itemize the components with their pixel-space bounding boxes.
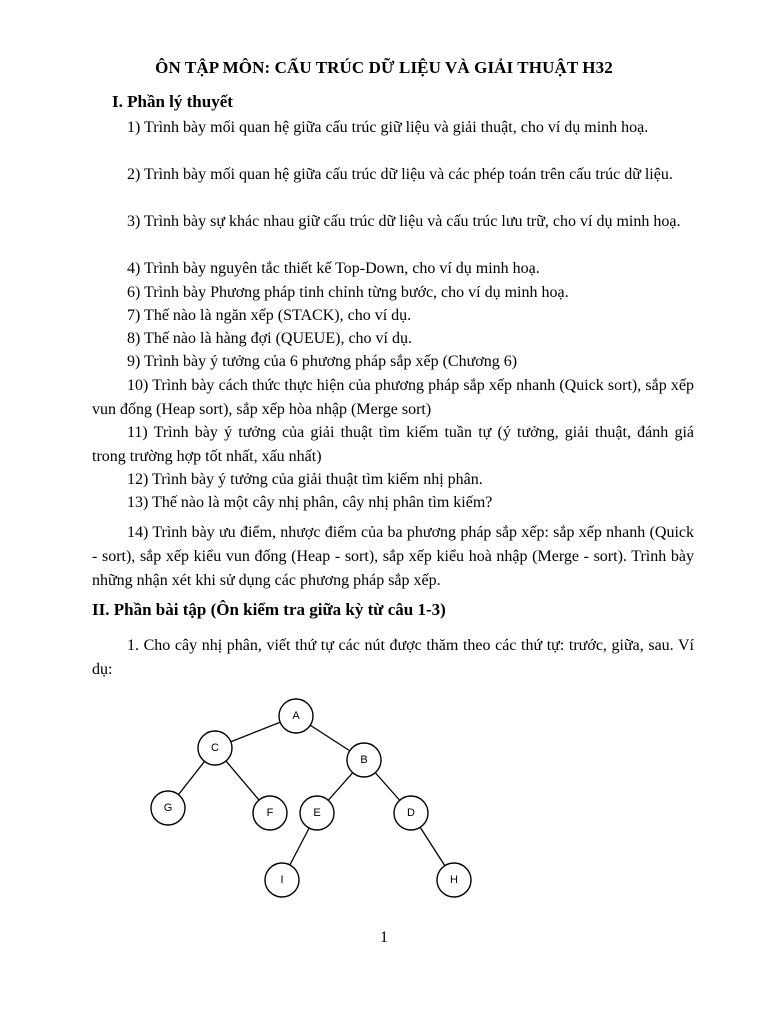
tree-node-d (394, 796, 428, 830)
tree-node-a (279, 699, 313, 733)
theory-item: 4) Trình bày nguyên tắc thiết kế Top-Down, cho ví dụ minh hoạ. (127, 260, 540, 277)
theory-item: 12) Trình bày ý tưởng của giải thuật tìm kiếm nhị phân. (127, 471, 483, 488)
theory-item: 9) Trình bày ý tưởng của 6 phương pháp sắp xếp (Chương 6) (127, 353, 518, 370)
theory-item: 11) Trình bày ý tưởng của giải thuật tìm kiếm tuần tự (ý tưởng, giải thuật, đánh giá trong trường hợp tốt nhất, xấu nhất) (92, 424, 694, 465)
theory-item: 3) Trình bày sự khác nhau giữ cấu trúc dữ liệu và cấu trúc lưu trữ, cho ví dụ minh hoạ. (127, 213, 681, 230)
theory-item: 1) Trình bày mối quan hệ giữa cấu trúc giữ liệu và giải thuật, cho ví dụ minh hoạ. (127, 119, 649, 136)
tree-node-label: A (292, 710, 300, 722)
theory-item: 10) Trình bày cách thức thực hiện của phương pháp sắp xếp nhanh (Quick sort), sắp xếp vun đống (Heap sort), sắp xếp hòa nhập (Merge sort) (92, 377, 694, 418)
document-title: ÔN TẬP MÔN: CẤU TRÚC DỮ LIỆU VÀ GIẢI THUẬT H32 (155, 58, 613, 77)
tree-node-f (253, 796, 287, 830)
tree-node-label: I (280, 874, 284, 886)
theory-item: 6) Trình bày Phương pháp tinh chỉnh từng bước, cho ví dụ minh hoạ. (127, 284, 569, 301)
tree-node-label: F (266, 807, 274, 819)
tree-node-label: E (313, 807, 321, 819)
section-heading-exercises: II. Phần bài tập (Ôn kiểm tra giữa kỳ từ câu 1-3) (92, 600, 446, 619)
page-number: 1 (380, 929, 388, 946)
tree-node-b (347, 743, 381, 777)
tree-node-label: B (360, 754, 368, 766)
theory-item: 8) Thế nào là hàng đợi (QUEUE), cho ví dụ. (127, 330, 412, 347)
theory-item: 14) Trình bày ưu điểm, nhược điểm của ba phương pháp sắp xếp: sắp xếp nhanh (Quick - sort), sắp xếp kiểu vun đống (Heap - sort), sắp xếp kiểu hoà nhập (Merge - sort). Trình bày những nhận xét khi sử dụng các phương pháp sắp xếp. (92, 524, 694, 589)
tree-node-label: D (407, 807, 415, 819)
tree-node-c (198, 731, 232, 765)
theory-item: 2) Trình bày mối quan hệ giữa cấu trúc dữ liệu và các phép toán trên cấu trúc dữ liệu. (127, 166, 673, 183)
tree-node-e (300, 796, 334, 830)
theory-item: 13) Thế nào là một cây nhị phân, cây nhị phân tìm kiếm? (127, 494, 493, 511)
tree-node-i (265, 863, 299, 897)
theory-item: 7) Thế nào là ngăn xếp (STACK), cho ví dụ. (127, 307, 412, 324)
tree-node-label: C (211, 742, 219, 754)
tree-node-label: G (163, 802, 173, 814)
tree-node-label: H (450, 874, 458, 886)
tree-node-h (437, 863, 471, 897)
tree-node-g (151, 791, 185, 825)
section-heading-theory: I. Phần lý thuyết (112, 92, 233, 111)
exercise-item: 1. Cho cây nhị phân, viết thứ tự các nút được thăm theo các thứ tự: trước, giữa, sau. Ví dụ: (92, 637, 694, 678)
